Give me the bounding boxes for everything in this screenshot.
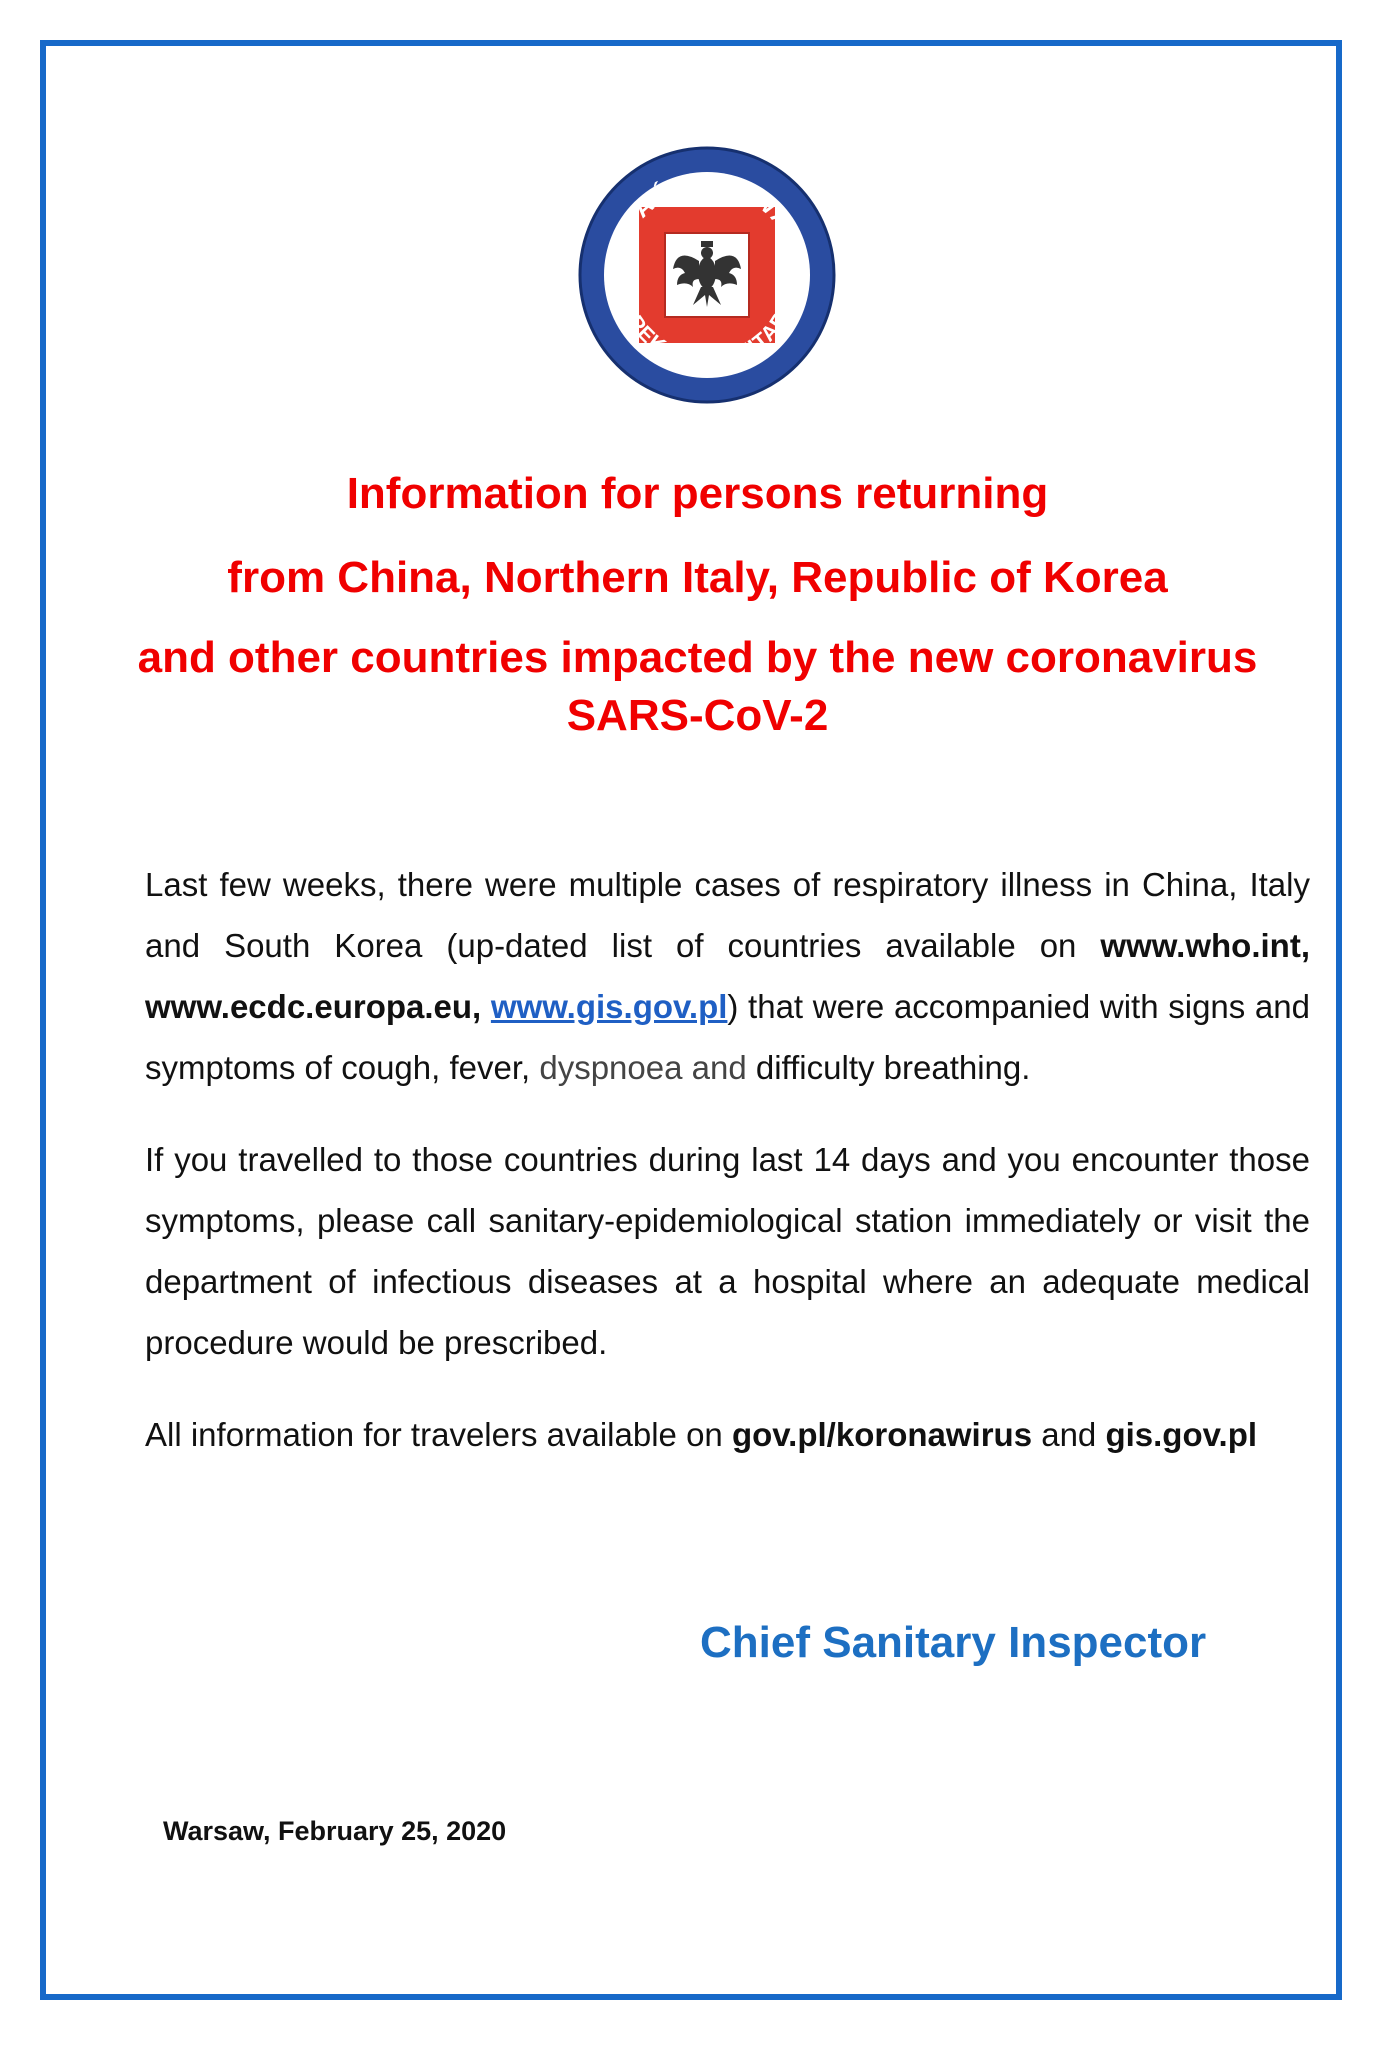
svg-text:INSPEKCJA SANITARNA: INSPEKCJA SANITARNA bbox=[610, 282, 804, 373]
sanitary-inspection-logo bbox=[577, 145, 837, 405]
title-line-3: and other countries impacted by the new coronavirus bbox=[137, 633, 1258, 682]
paragraph-information bbox=[145, 1404, 1310, 1465]
link-who: www.who.int, bbox=[1100, 927, 1310, 964]
link-gis-gov[interactable]: www.gis.gov.pl bbox=[490, 988, 728, 1025]
paragraph-3-text-b: and bbox=[1032, 1416, 1106, 1453]
link-ecdc: www.ecdc.europa.eu, bbox=[145, 988, 482, 1025]
paragraph-1-text-a: Last few weeks, there were multiple cases of respiratory illness in China, Italy and South Korea (up-dated list of countries available on bbox=[145, 866, 1310, 964]
paragraph-1-text-c: difficulty breathing. bbox=[746, 1049, 1031, 1086]
title-line-4: SARS-CoV-2 bbox=[566, 691, 829, 740]
svg-text:PAŃSTWOWA: PAŃSTWOWA bbox=[615, 168, 798, 236]
link-gov-koronawirus: gov.pl/koronawirus bbox=[731, 1416, 1033, 1453]
title-line-1: Information for persons returning bbox=[346, 469, 1049, 518]
signature: Chief Sanitary Inspector bbox=[700, 1618, 1207, 1667]
paragraph-3-text-a: All information for travelers available on bbox=[145, 1416, 732, 1453]
title-line-2: from China, Northern Italy, Republic of Korea bbox=[227, 553, 1168, 602]
paragraph-symptoms bbox=[145, 854, 1310, 1098]
document-date: Warsaw, February 25, 2020 bbox=[163, 1816, 507, 1846]
paragraph-instructions: If you travelled to those countries during last 14 days and you encounter those symptoms, please call sanitary-epidemiological station immediately or visit the department of infectious diseases at a hospital where an adequate medical procedure would be prescribed. bbox=[145, 1141, 1310, 1361]
paragraph-1-dyspnoea: dyspnoea and bbox=[539, 1049, 747, 1086]
link-gis-gov-plain: gis.gov.pl bbox=[1105, 1416, 1258, 1453]
paragraph-1-text-b: ) that were accompanied with signs and symptoms of cough, fever, bbox=[145, 988, 1310, 1086]
